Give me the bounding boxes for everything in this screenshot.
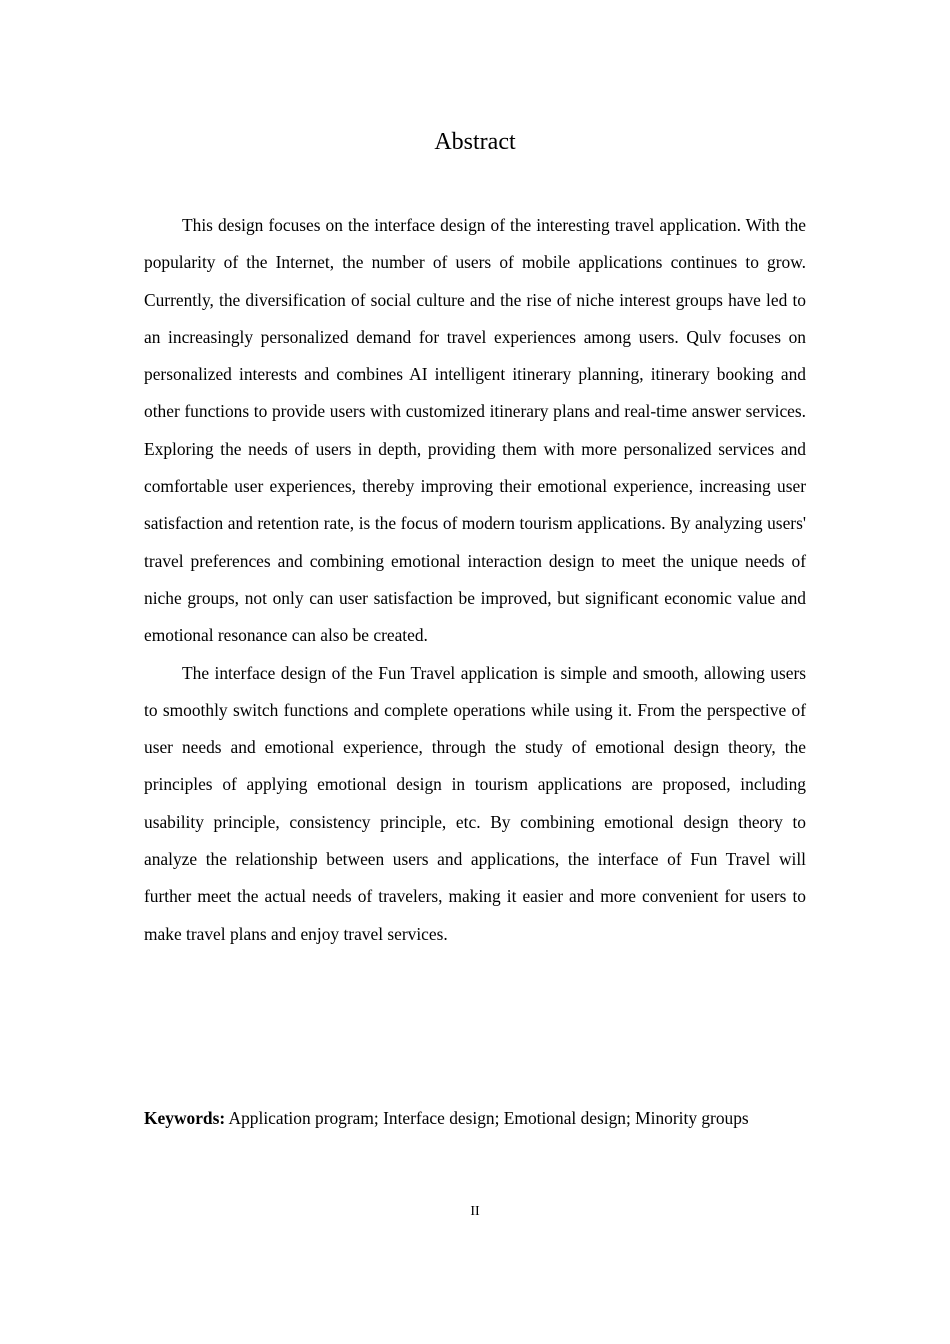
- abstract-paragraph-1: This design focuses on the interface design of the interesting travel application. With the popularity of the Internet, the number of users of mobile applications continues to grow. Currently, the diversification of social culture and the rise of niche interest groups have led to an increasingly personalized demand for travel experiences among users. Qulv focuses on personalized interests and combines AI intelligent itinerary planning, itinerary booking and other functions to provide users with customized itinerary plans and real-time answer services. Exploring the needs of users in depth, providing them with more personalized services and comfortable user experiences, thereby improving their emotional experience, increasing user satisfaction and retention rate, is the focus of modern tourism applications. By analyzing users' travel preferences and combining emotional interaction design to meet the unique needs of niche groups, not only can user satisfaction be improved, but significant economic value and emotional resonance can also be created.: [144, 215, 806, 646]
- abstract-title: Abstract: [434, 129, 516, 155]
- keywords-line: [144, 1100, 806, 1136]
- keywords-label: Keywords:: [144, 1108, 226, 1128]
- abstract-paragraph-2: The interface design of the Fun Travel application is simple and smooth, allowing users to smoothly switch functions and complete operations while using it. From the perspective of user needs and emotional experience, through the study of emotional design theory, the principles of applying emotional design in tourism applications are proposed, including usability principle, consistency principle, etc. By combining emotional design theory to analyze the relationship between users and applications, the interface of Fun Travel will further meet the actual needs of travelers, making it easier and more convenient for users to make travel plans and enjoy travel services.: [144, 662, 806, 944]
- abstract-body: [144, 207, 806, 953]
- keywords-text: Application program; Interface design; Emotional design; Minority groups: [225, 1108, 749, 1128]
- page-number: II: [470, 1204, 480, 1219]
